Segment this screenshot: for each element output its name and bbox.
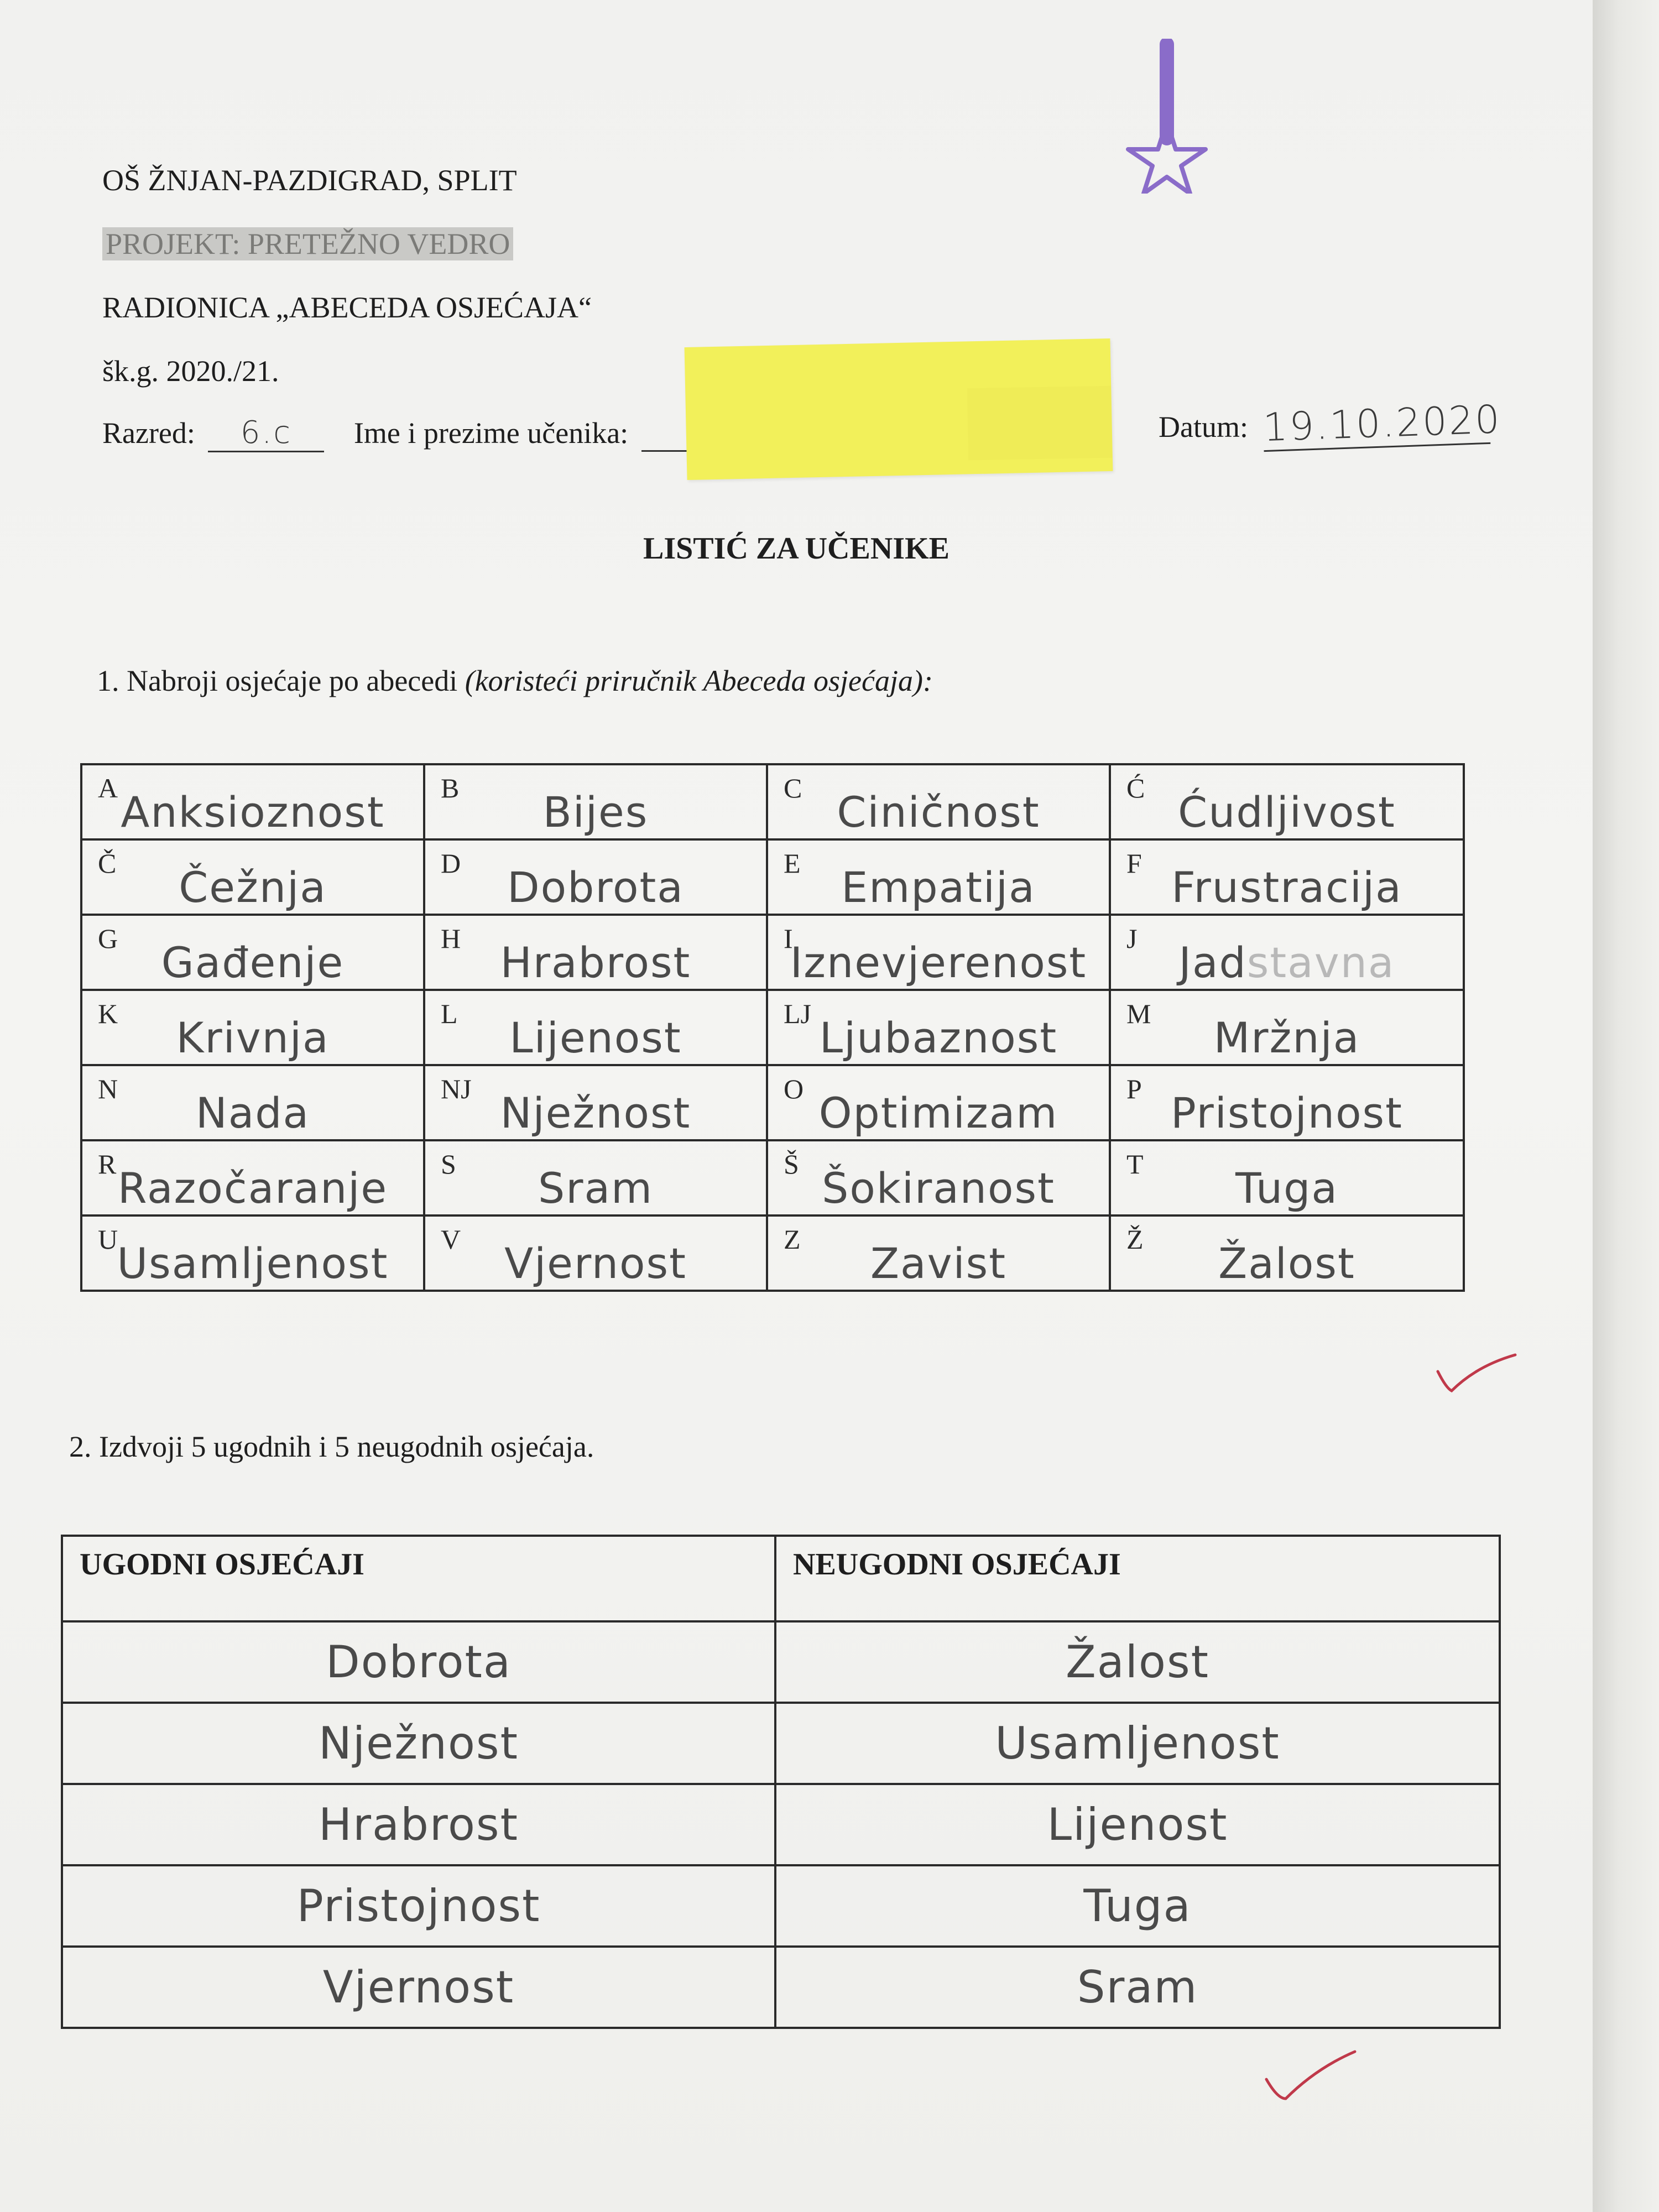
- feeling-cell: [1110, 1065, 1464, 1140]
- date-row: [1159, 397, 1503, 451]
- feeling-text: Lijenost: [509, 1013, 682, 1062]
- feeling-cell: [424, 915, 767, 990]
- feeling-text: Sram: [538, 1164, 654, 1213]
- cell-feeling: [425, 1164, 766, 1213]
- checkmark-icon: [1432, 1349, 1521, 1399]
- paper-edge: [1593, 0, 1659, 2212]
- cell-letter: Z: [784, 1224, 801, 1255]
- feeling-cell: [767, 764, 1110, 839]
- unpleasant-header: NEUGODNI OSJEĆAJI: [775, 1536, 1500, 1621]
- cell-letter: R: [98, 1149, 117, 1180]
- school-name: OŠ ŽNJAN-PAZDIGRAD, SPLIT: [102, 164, 517, 197]
- pleasant-unpleasant-table: [61, 1535, 1501, 2029]
- alphabet-feelings-table: [80, 763, 1465, 1292]
- feeling-text: Ciničnost: [837, 787, 1040, 837]
- date-value: 19.10.2020: [1262, 397, 1491, 452]
- feeling-text: Hrabrost: [500, 938, 691, 987]
- cell-feeling: [1111, 863, 1463, 912]
- checkmark-icon: [1261, 2046, 1360, 2107]
- feeling-text: Ćudljivost: [1178, 787, 1396, 837]
- cell-letter: O: [784, 1073, 804, 1104]
- unpleasant-feeling: Lijenost: [775, 1784, 1500, 1865]
- feeling-text: Ljubaznost: [819, 1013, 1058, 1062]
- sticky-note-overlap: [967, 386, 1112, 461]
- pleasant-feeling: Dobrota: [62, 1621, 775, 1703]
- pleasant-feeling: Pristojnost: [62, 1865, 775, 1947]
- feeling-cell: [424, 764, 767, 839]
- cell-feeling: [768, 1164, 1109, 1213]
- cell-feeling: [425, 1013, 766, 1062]
- pleasant-feeling: Hrabrost: [62, 1784, 775, 1865]
- cell-feeling: [768, 863, 1109, 912]
- table-row: [62, 1865, 1500, 1947]
- cell-feeling: [82, 1164, 423, 1213]
- table-row: [62, 1703, 1500, 1784]
- feeling-text: Šokiranost: [822, 1164, 1055, 1213]
- star-icon: [1112, 39, 1222, 194]
- cell-letter: E: [784, 848, 801, 879]
- project-line: [102, 227, 513, 261]
- cell-feeling: [425, 1239, 766, 1288]
- feeling-cell: [1110, 915, 1464, 990]
- feeling-cell: [767, 839, 1110, 915]
- table-row: [81, 764, 1464, 839]
- cell-letter: LJ: [784, 998, 811, 1029]
- feeling-text: Frustracija: [1171, 863, 1402, 912]
- cell-feeling: [768, 1239, 1109, 1288]
- cell-letter: P: [1126, 1073, 1142, 1104]
- table-row: [81, 990, 1464, 1065]
- feeling-cell: [1110, 764, 1464, 839]
- cell-feeling: [425, 863, 766, 912]
- cell-feeling: [425, 938, 766, 987]
- class-label: Razred:: [102, 416, 195, 450]
- table-row: [62, 1784, 1500, 1865]
- cell-feeling: [1111, 1013, 1463, 1062]
- cell-feeling: [768, 1088, 1109, 1138]
- feeling-text: Nježnost: [500, 1088, 691, 1138]
- task1-question: [97, 664, 933, 698]
- feeling-cell: [767, 1065, 1110, 1140]
- feeling-cell: [424, 839, 767, 915]
- worksheet-title: LISTIĆ ZA UČENIKE: [643, 531, 950, 566]
- cell-feeling: [1111, 1088, 1463, 1138]
- cell-feeling: [82, 1239, 423, 1288]
- feeling-text: Vjernost: [504, 1239, 687, 1288]
- feeling-cell: [767, 1215, 1110, 1291]
- feeling-text: Bijes: [542, 787, 649, 837]
- name-label: Ime i prezime učenika:: [353, 416, 629, 450]
- date-label: Datum:: [1159, 410, 1248, 444]
- table-row: [81, 1065, 1464, 1140]
- feeling-text: Čežnja: [179, 863, 327, 912]
- feeling-text: Pristojnost: [1171, 1088, 1403, 1138]
- cell-letter: L: [441, 998, 458, 1029]
- feeling-text: Gađenje: [161, 938, 345, 987]
- feeling-cell: [81, 764, 424, 839]
- cell-feeling: [1111, 938, 1463, 987]
- cell-letter: V: [441, 1224, 461, 1255]
- unpleasant-feeling: Tuga: [775, 1865, 1500, 1947]
- feeling-text: Anksioznost: [121, 787, 385, 837]
- unpleasant-feeling: Žalost: [775, 1621, 1500, 1703]
- faint-extra-text: stavna: [1246, 938, 1395, 987]
- cell-feeling: [1111, 787, 1463, 837]
- cell-feeling: [82, 787, 423, 837]
- feeling-cell: [767, 1140, 1110, 1215]
- feeling-text: Optimizam: [818, 1088, 1058, 1138]
- feeling-text: Iznevjerenost: [790, 938, 1087, 987]
- table-row: [81, 1140, 1464, 1215]
- class-value: 6.c: [208, 415, 324, 452]
- feeling-cell: [81, 1215, 424, 1291]
- feeling-text: Razočaranje: [117, 1164, 388, 1213]
- pleasant-header: UGODNI OSJEĆAJI: [62, 1536, 775, 1621]
- cell-letter: M: [1126, 998, 1151, 1029]
- cell-feeling: [82, 1013, 423, 1062]
- cell-letter: T: [1126, 1149, 1144, 1180]
- cell-letter: C: [784, 773, 802, 804]
- pleasant-feeling: Vjernost: [62, 1947, 775, 2028]
- task1-hint: (koristeći priručnik Abeceda osjećaja):: [465, 664, 933, 697]
- feeling-cell: [767, 990, 1110, 1065]
- cell-letter: Ć: [1126, 773, 1145, 804]
- cell-feeling: [1111, 1164, 1463, 1213]
- feeling-text: Tuga: [1235, 1164, 1338, 1213]
- cell-letter: K: [98, 998, 118, 1029]
- cell-letter: NJ: [441, 1073, 472, 1104]
- cell-letter: A: [98, 773, 118, 804]
- cell-feeling: [425, 1088, 766, 1138]
- feeling-cell: [81, 990, 424, 1065]
- feeling-cell: [424, 1140, 767, 1215]
- school-year: šk.g. 2020./21.: [102, 354, 279, 388]
- cell-feeling: [768, 938, 1109, 987]
- feeling-cell: [81, 915, 424, 990]
- feeling-text: Nada: [195, 1088, 310, 1138]
- task1-text: 1. Nabroji osjećaje po abecedi: [97, 664, 465, 697]
- feeling-cell: [1110, 1140, 1464, 1215]
- feeling-text: Mržnja: [1213, 1013, 1360, 1062]
- cell-letter: Ž: [1126, 1224, 1144, 1255]
- cell-feeling: [768, 1013, 1109, 1062]
- feeling-text: Dobrota: [507, 863, 684, 912]
- feeling-cell: [1110, 990, 1464, 1065]
- cell-letter: D: [441, 848, 461, 879]
- cell-letter: Š: [784, 1149, 799, 1180]
- feeling-cell: [81, 1140, 424, 1215]
- table-row: [81, 915, 1464, 990]
- feeling-text: Usamljenost: [117, 1239, 389, 1288]
- cell-letter: F: [1126, 848, 1142, 879]
- cell-feeling: [768, 787, 1109, 837]
- feeling-text: Krivnja: [176, 1013, 330, 1062]
- feeling-cell: [424, 1065, 767, 1140]
- cell-feeling: [82, 863, 423, 912]
- cell-feeling: [425, 787, 766, 837]
- workshop-line: RADIONICA „ABECEDA OSJEĆAJA“: [102, 291, 592, 324]
- feeling-text: Jad: [1178, 938, 1247, 987]
- table-row: [62, 1947, 1500, 2028]
- cell-letter: H: [441, 923, 461, 954]
- cell-letter: U: [98, 1224, 118, 1255]
- feeling-text: Žalost: [1218, 1239, 1355, 1288]
- feeling-cell: [1110, 1215, 1464, 1291]
- pleasant-feeling: Nježnost: [62, 1703, 775, 1784]
- feeling-text: Empatija: [841, 863, 1036, 912]
- task2-question: 2. Izdvoji 5 ugodnih i 5 neugodnih osjećaja.: [69, 1430, 594, 1463]
- cell-feeling: [82, 938, 423, 987]
- project-name: PROJEKT: PRETEŽNO VEDRO: [102, 227, 513, 260]
- feeling-cell: [767, 915, 1110, 990]
- feeling-cell: [81, 1065, 424, 1140]
- cell-letter: J: [1126, 923, 1138, 954]
- unpleasant-feeling: Usamljenost: [775, 1703, 1500, 1784]
- feeling-text: Zavist: [870, 1239, 1007, 1288]
- feeling-cell: [81, 839, 424, 915]
- cell-letter: B: [441, 773, 460, 804]
- cell-letter: I: [784, 923, 793, 954]
- table-row: [81, 1215, 1464, 1291]
- feeling-cell: [424, 1215, 767, 1291]
- unpleasant-feeling: Sram: [775, 1947, 1500, 2028]
- cell-letter: G: [98, 923, 118, 954]
- cell-letter: S: [441, 1149, 456, 1180]
- cell-feeling: [82, 1088, 423, 1138]
- cell-feeling: [1111, 1239, 1463, 1288]
- feeling-cell: [1110, 839, 1464, 915]
- cell-letter: N: [98, 1073, 118, 1104]
- cell-letter: Č: [98, 848, 117, 879]
- feeling-cell: [424, 990, 767, 1065]
- table-row: [81, 839, 1464, 915]
- table-row: [62, 1621, 1500, 1703]
